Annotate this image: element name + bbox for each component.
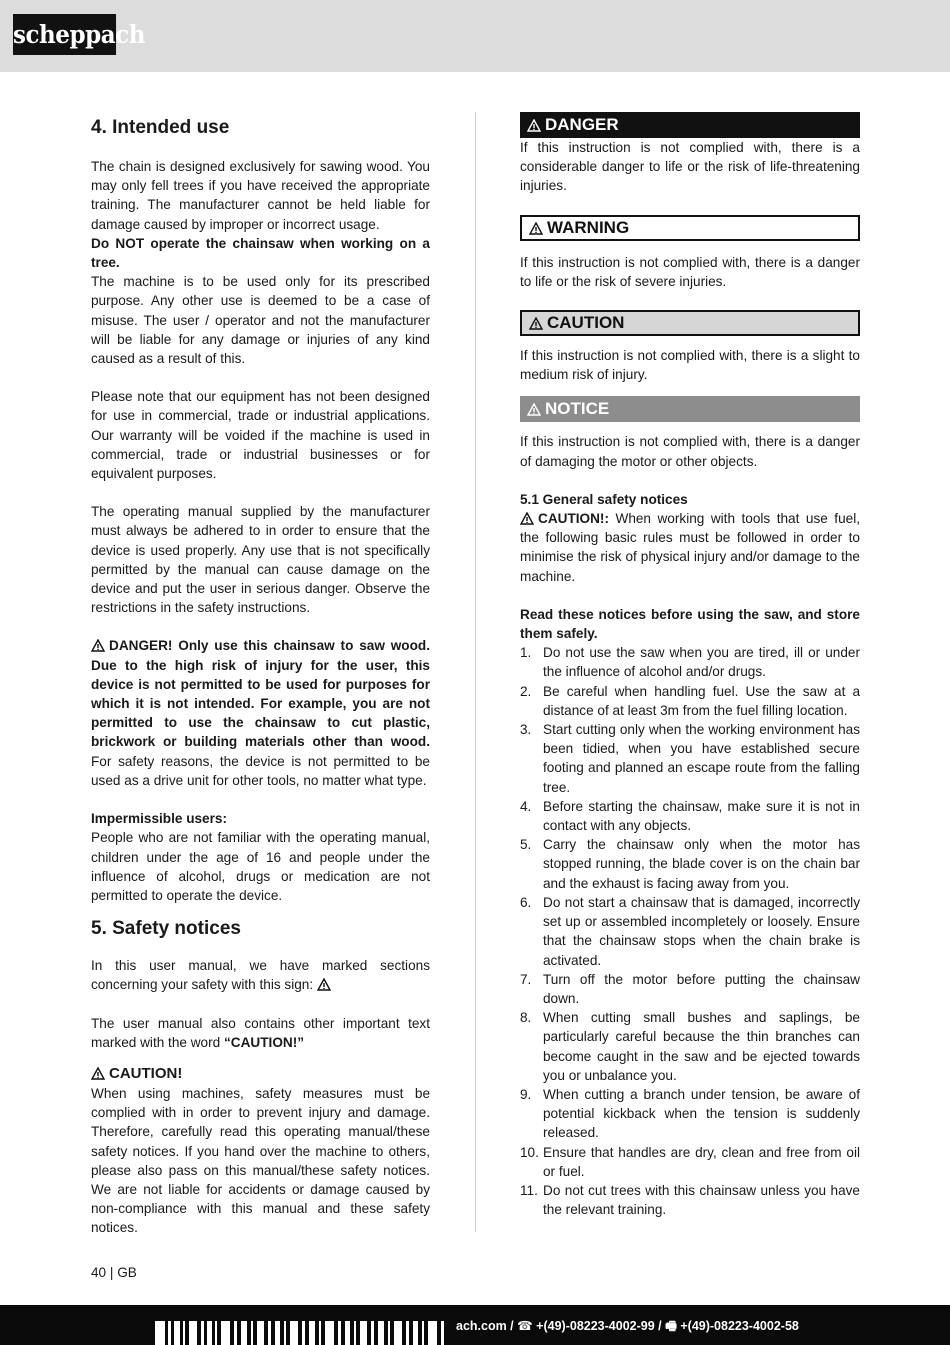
warning-triangle-icon bbox=[527, 119, 541, 132]
paragraph: The machine is to be used only for its prescribed purpose. Any other use is deemed to be a case of misuse. The user / operator and not the manufacturer will be liable for any damage or injuries of any kind caused as a result of this. bbox=[91, 274, 430, 367]
paragraph: People who are not familiar with the operating manual, children under the age of 16 and people under the influence of alcohol, drugs or medication are not permitted to operate the device. bbox=[91, 830, 430, 903]
footer-contact: ach.com / ☎ +(49)-08223-4002-99 / 🖷 +(49)-08223-4002-58 bbox=[456, 1319, 799, 1333]
page-number: 40 | GB bbox=[91, 1265, 137, 1280]
safety-rules-list bbox=[520, 643, 860, 1219]
list-item: 1. Do not use the saw when you are tired, ill or under the influence of alcohol and/or drugs. bbox=[520, 645, 860, 680]
paragraph: If this instruction is not complied with, there is a slight to medium risk of injury. bbox=[520, 348, 860, 383]
danger-label-box: DANGER bbox=[520, 112, 860, 138]
danger-paragraph: DANGER! Only use this chainsaw to saw wood. Due to the high risk of injury for the user, this device is not permitted to be used for purposes for which it is not intended. For example, you are not permitted to use the chainsaw to cut plastic, brickwork or building materials other than wood. For safety reasons, the device is not permitted to be used as a drive unit for other tools, no matter what type. bbox=[91, 638, 430, 788]
warning-triangle-icon bbox=[529, 317, 543, 330]
left-column bbox=[91, 112, 430, 1238]
paragraph: The operating manual supplied by the manufacturer must always be adhered to in order to ensure that the device is used properly. Any use that is not specifically permitted by the manual can cause damage on the device and put the user in serious danger. Observe the restrictions in the safety instructions. bbox=[91, 504, 430, 616]
list-item: 5. Carry the chainsaw only when the motor has stopped running, the blade cover is on the chain bar and the exhaust is facing away from you. bbox=[520, 837, 860, 891]
warning-triangle-icon bbox=[91, 639, 105, 652]
list-item: 4. Before starting the chainsaw, make sure it is not in contact with any objects. bbox=[520, 798, 860, 834]
barcode-graphic bbox=[155, 1321, 455, 1345]
warning-triangle-icon bbox=[529, 222, 543, 235]
warning-triangle-icon bbox=[520, 512, 534, 525]
paragraph: In this user manual, we have marked sections concerning your safety with this sign: bbox=[91, 958, 430, 993]
column-divider bbox=[475, 112, 476, 1232]
list-item: 11. Do not cut trees with this chainsaw unless you have the relevant training. bbox=[520, 1182, 860, 1218]
paragraph: Please note that our equipment has not been designed for use in commercial, trade or industrial applications. Our warranty will be voided if the machine is used in commercial, trade or industrial businesses or for equivalent purposes. bbox=[91, 389, 430, 482]
read-notices-heading: Read these notices before using the saw, and store them safely. bbox=[520, 606, 860, 642]
brand-logo: scheppach bbox=[13, 14, 116, 55]
list-item: 6. Do not start a chainsaw that is damaged, incorrectly set up or assembled incompletely or loosely. Ensure that the chainsaw stops when the chain brake is activated. bbox=[520, 894, 860, 968]
paragraph: If this instruction is not complied with, there is a danger of damaging the motor or other objects. bbox=[520, 434, 860, 469]
general-safety-heading: 5.1 General safety notices bbox=[520, 491, 688, 507]
paragraph-bold: Do NOT operate the chainsaw when working on a tree. bbox=[91, 235, 430, 271]
caution-heading: CAUTION! bbox=[91, 1064, 430, 1084]
caution-label-box: CAUTION bbox=[520, 310, 860, 336]
warning-triangle-icon bbox=[527, 403, 541, 416]
notice-label-box: NOTICE bbox=[520, 396, 860, 422]
right-column bbox=[520, 112, 860, 1219]
paragraph: If this instruction is not complied with, there is a considerable danger to life or the risk of life-threatening injuries. bbox=[520, 140, 860, 194]
paragraph: When using machines, safety measures must be complied with in order to prevent injury and damage. Therefore, carefully read this operating manual/these safety notices. If you hand over the machine to others, please also pass on this manual/these safety notices. We are not liable for accidents or damage caused by non-compliance with this manual and these safety notices. bbox=[91, 1085, 430, 1236]
paragraph: If this instruction is not complied with, there is a danger to life or the risk of severe injuries. bbox=[520, 254, 860, 289]
list-item: 7. Turn off the motor before putting the chainsaw down. bbox=[520, 971, 860, 1006]
list-item: 8. When cutting small bushes and saplings, be particularly careful because the thin branches can become caught in the saw and be ejected towards you or unbalance you. bbox=[520, 1010, 860, 1083]
section-heading-intended-use: 4. Intended use bbox=[91, 117, 230, 138]
paragraph: CAUTION!: When working with tools that use fuel, the following basic rules must be followed in order to minimise the risk of physical injury and/or damage to the machine. bbox=[520, 511, 860, 584]
section-heading-safety-notices: 5. Safety notices bbox=[91, 918, 241, 940]
impermissible-users-heading: Impermissible users: bbox=[91, 811, 227, 827]
warning-label-box: WARNING bbox=[520, 215, 860, 241]
list-item: 10. Ensure that handles are dry, clean and free from oil or fuel. bbox=[520, 1144, 860, 1179]
paragraph: The user manual also contains other important text marked with the word “CAUTION!” bbox=[91, 1015, 430, 1050]
paragraph: The chain is designed exclusively for sawing wood. You may only fell trees if you have received the appropriate training. The manufacturer cannot be held liable for damage caused by improper or incorrect usage. bbox=[91, 159, 430, 232]
list-item: 2. Be careful when handling fuel. Use the saw at a distance of at least 3m from the fuel filling location. bbox=[520, 683, 860, 718]
warning-triangle-icon bbox=[317, 978, 331, 991]
warning-triangle-icon bbox=[91, 1067, 105, 1080]
list-item: 3. Start cutting only when the working environment has been tidied, when you have established secure footing and planned an escape route from the falling tree. bbox=[520, 722, 860, 795]
footer-bar bbox=[0, 1305, 950, 1345]
list-item: 9. When cutting a branch under tension, be aware of potential kickback when the tension is suddenly released. bbox=[520, 1086, 860, 1141]
